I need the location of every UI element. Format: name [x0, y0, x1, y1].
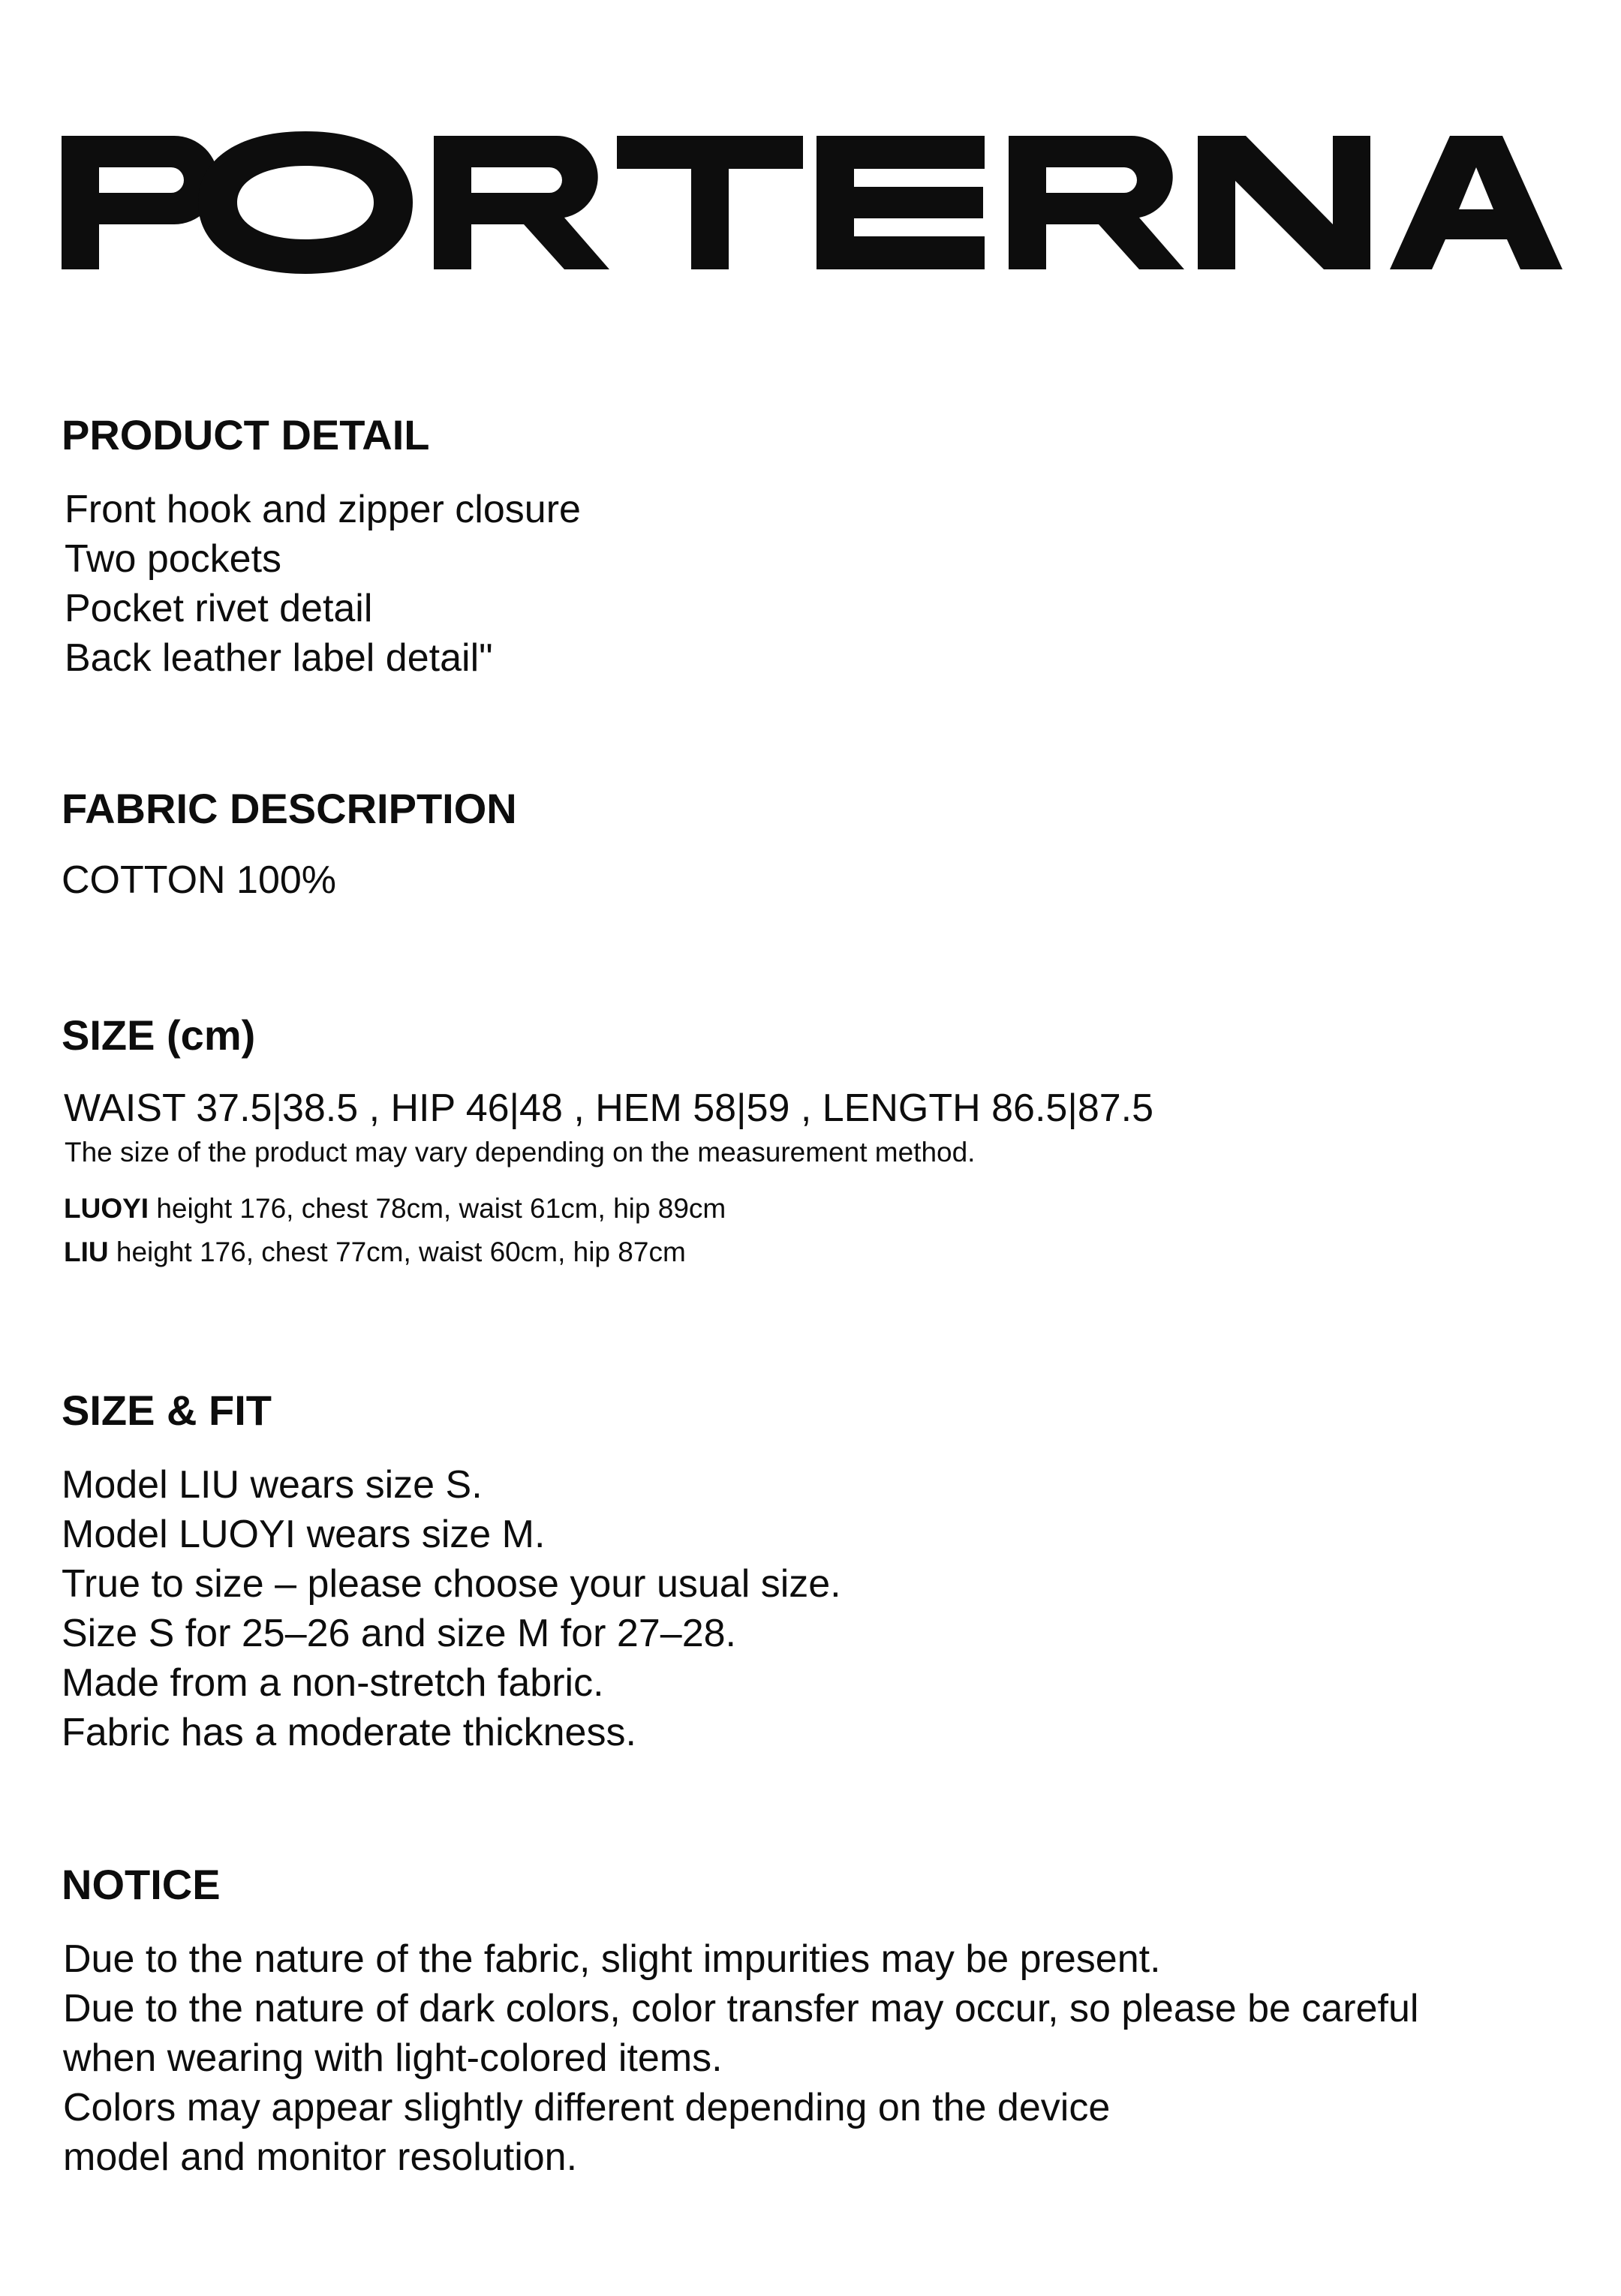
model-measurements: [64, 1187, 1562, 1274]
size-fit-item: True to size – please choose your usual size.: [62, 1562, 841, 1606]
model-details: height 176, chest 78cm, waist 61cm, hip 89cm: [149, 1193, 726, 1224]
brand-logo: [62, 131, 1562, 274]
size-fit-item: Made from a non-stretch fabric.: [62, 1661, 604, 1705]
product-detail-list: [65, 485, 1562, 683]
product-detail-item: Two pockets: [65, 537, 282, 581]
product-detail-heading: PRODUCT DETAIL: [62, 411, 430, 458]
notice-list: [63, 1934, 1562, 2182]
model-line-luoyi: [64, 1187, 1562, 1231]
size-section: [62, 1011, 1562, 1274]
size-fit-heading: SIZE & FIT: [62, 1387, 272, 1434]
porterna-wordmark: [62, 131, 1562, 274]
notice-item: when wearing with light-colored items.: [63, 2036, 723, 2080]
size-fit-list: [62, 1460, 1562, 1757]
size-heading: SIZE (cm): [62, 1011, 256, 1059]
fabric-text: COTTON 100%: [62, 858, 337, 902]
size-fit-item: Fabric has a moderate thickness.: [62, 1711, 636, 1754]
notice-section: [62, 1861, 1562, 2182]
model-details: height 176, chest 77cm, waist 60cm, hip 87cm: [108, 1237, 686, 1267]
notice-item: Due to the nature of the fabric, slight impurities may be present.: [63, 1937, 1161, 1981]
fabric-heading: FABRIC DESCRIPTION: [62, 785, 517, 832]
fabric-section: [62, 785, 1562, 905]
size-note: The size of the product may vary depending on the measurement method.: [65, 1137, 976, 1168]
product-detail-section: [62, 411, 1562, 683]
model-name: LUOYI: [64, 1193, 149, 1224]
notice-item: Colors may appear slightly different depending on the device: [63, 2086, 1111, 2129]
notice-heading: NOTICE: [62, 1861, 221, 1908]
model-line-liu: [64, 1231, 1562, 1274]
size-fit-item: Model LIU wears size S.: [62, 1463, 483, 1507]
notice-item: model and monitor resolution.: [63, 2135, 578, 2179]
size-measurements: WAIST 37.5|38.5 , HIP 46|48 , HEM 58|59 , LENGTH 86.5|87.5: [64, 1086, 1154, 1130]
size-fit-item: Model LUOYI wears size M.: [62, 1513, 546, 1556]
notice-item: Due to the nature of dark colors, color transfer may occur, so please be careful: [63, 1987, 1419, 2030]
product-detail-item: Front hook and zipper closure: [65, 488, 581, 531]
size-fit-item: Size S for 25–26 and size M for 27–28.: [62, 1612, 736, 1655]
size-fit-section: [62, 1387, 1562, 1757]
model-name: LIU: [64, 1237, 109, 1267]
product-detail-item: Pocket rivet detail: [65, 587, 373, 630]
product-detail-item: Back leather label detail": [65, 636, 493, 680]
